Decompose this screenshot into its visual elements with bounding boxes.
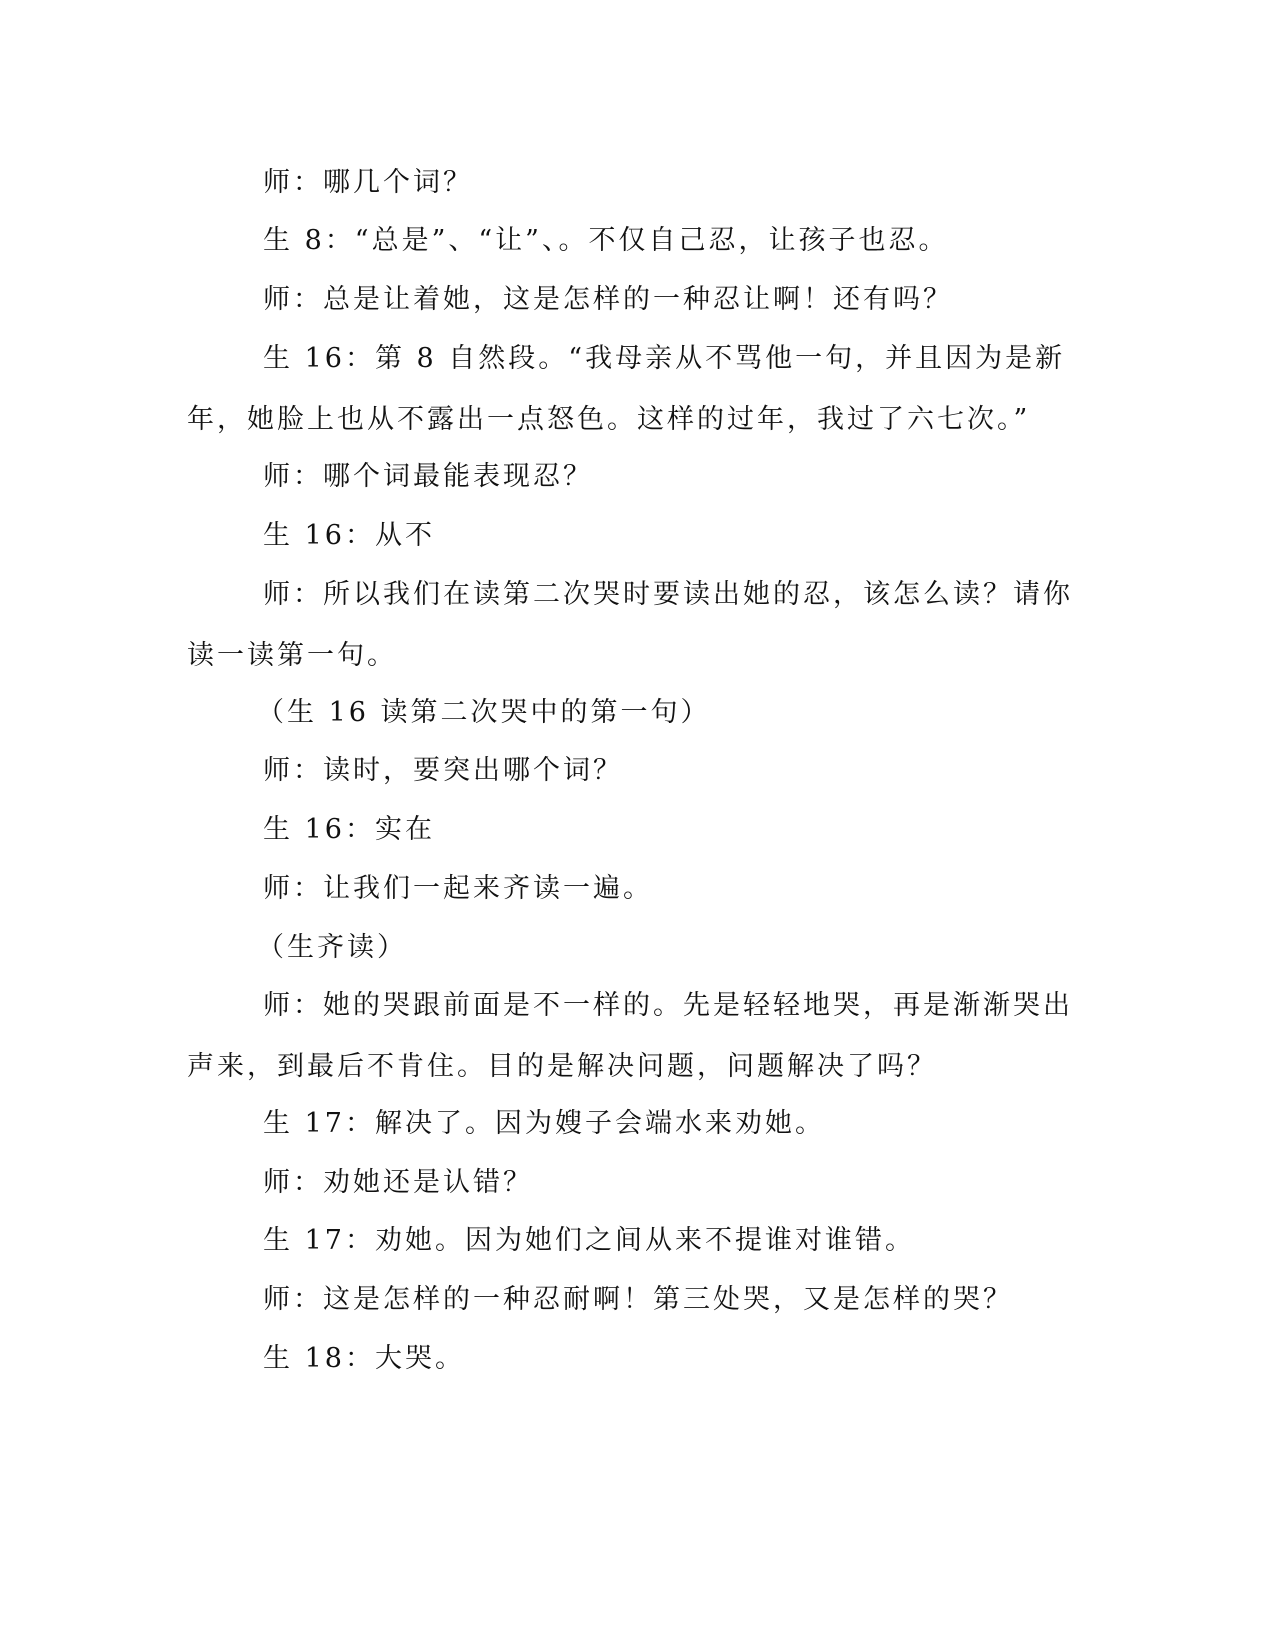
paragraph-student-16-quote: 生 16：第 8 自然段。“我母亲从不骂他一句，并且因为是新年，她脸上也从不露出一点怒色。这样的过年，我过了六七次。” [187, 343, 1066, 435]
paragraph-teacher-read-together: 师：让我们一起来齐读一遍。 [263, 873, 653, 904]
paragraph-student-8-answer: 生 8：“总是”、“让”、。不仅自己忍，让孩子也忍。 [263, 225, 949, 256]
paragraph-student-17-solved: 生 17：解决了。因为嫂子会端水来劝她。 [263, 1108, 825, 1139]
paragraph-teacher-which-word: 师：哪个词最能表现忍？ [263, 461, 593, 492]
paragraph-student-16-never: 生 16：从不 [263, 520, 435, 551]
paragraph-teacher-crying-analysis: 师：她的哭跟前面是不一样的。先是轻轻地哭，再是渐渐哭出声来，到最后不肯住。目的是解决问题，问题解决了吗？ [187, 990, 1073, 1082]
paragraph-teacher-third-cry: 师：这是怎样的一种忍耐啊！第三处哭，又是怎样的哭？ [263, 1284, 1013, 1315]
paragraph-teacher-question-words: 师：哪几个词？ [263, 167, 473, 198]
paragraph-stage-direction-student-reads: （生 16 读第二次哭中的第一句） [257, 697, 711, 728]
paragraph-student-18-big-cry: 生 18：大哭。 [263, 1343, 465, 1374]
paragraph-stage-direction-class-reads: （生齐读） [257, 932, 407, 963]
paragraph-teacher-tolerance: 师：总是让着她，这是怎样的一种忍让啊！还有吗？ [263, 284, 953, 315]
paragraph-teacher-persuade-or-admit: 师：劝她还是认错？ [263, 1167, 533, 1198]
paragraph-student-17-persuade: 生 17：劝她。因为她们之间从来不提谁对谁错。 [263, 1225, 915, 1256]
paragraph-teacher-emphasis: 师：读时，要突出哪个词？ [263, 755, 623, 786]
paragraph-student-16-really: 生 16：实在 [263, 814, 435, 845]
paragraph-teacher-read-instruction: 师：所以我们在读第二次哭时要读出她的忍，该怎么读？请你读一读第一句。 [187, 579, 1073, 671]
